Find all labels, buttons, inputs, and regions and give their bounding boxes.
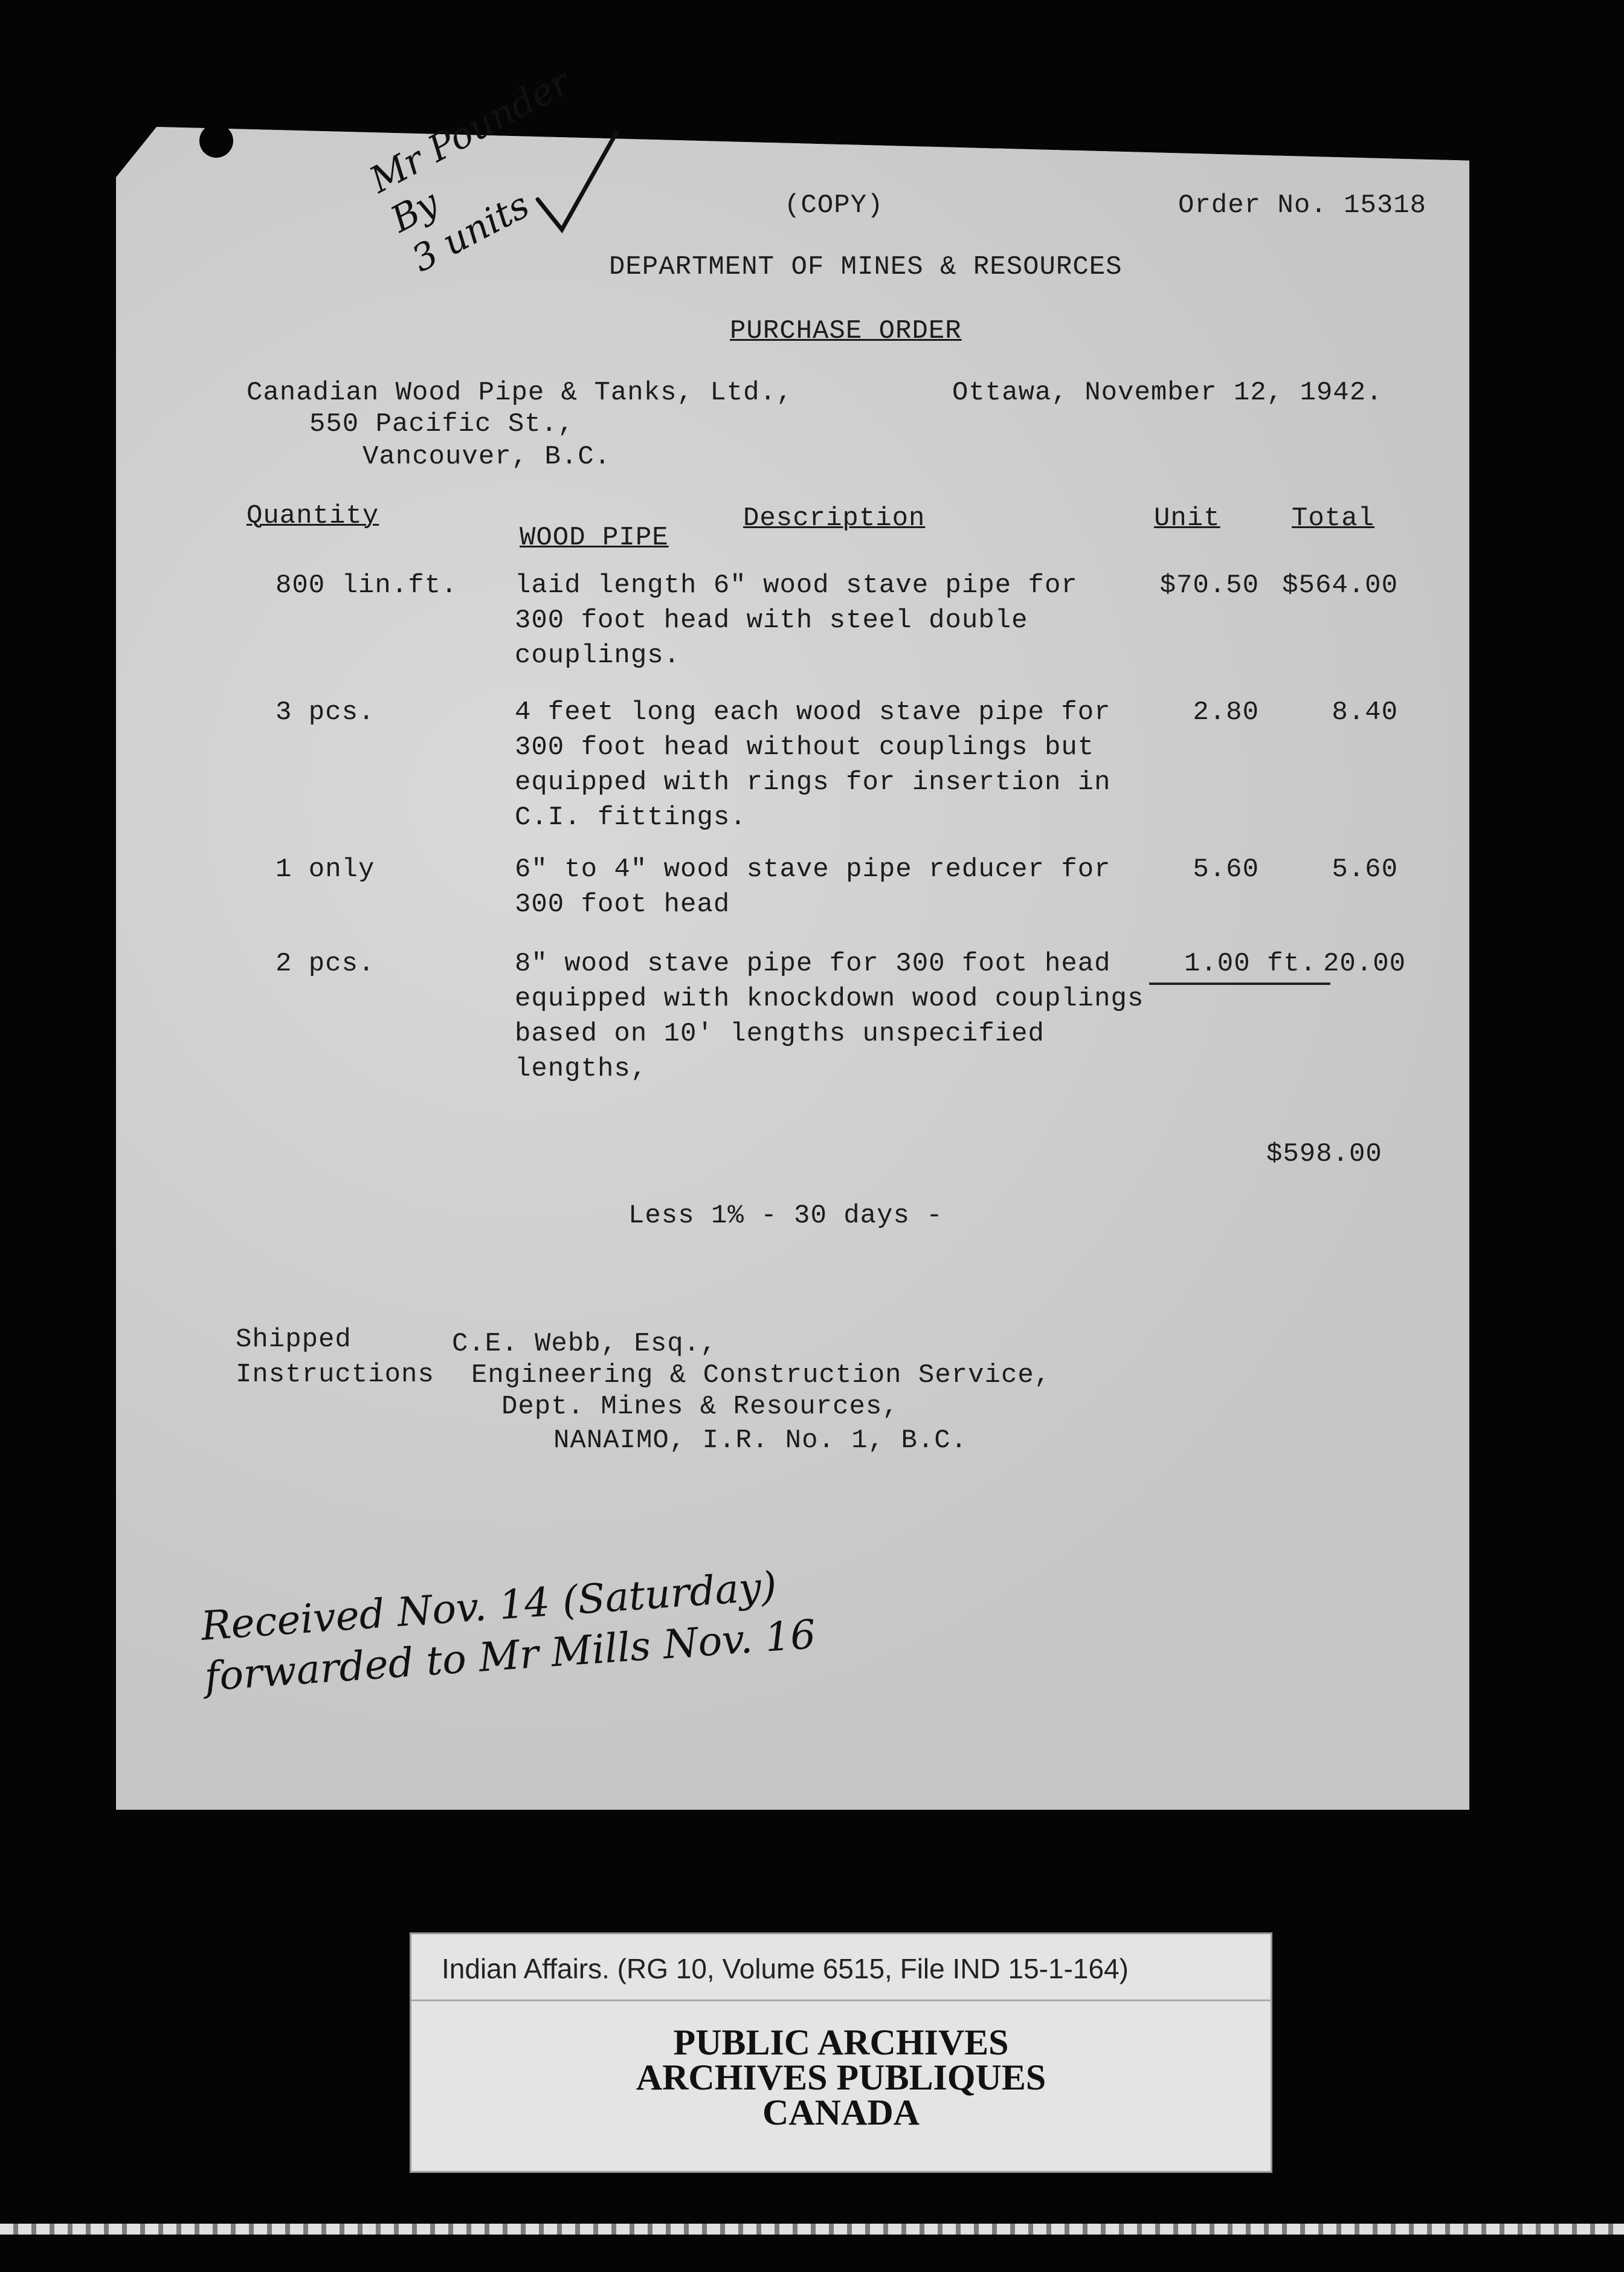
item-quantity: 800 lin.ft. [276,570,458,601]
item-description: laid length 6" wood stave pipe for 300 foot head with steel double couplings. [515,570,1078,671]
item-unit-price: $70.50 [1159,570,1259,601]
shipping-name: C.E. Webb, Esq., [452,1329,717,1359]
place-date: Ottawa, November 12, 1942. [952,378,1383,408]
column-quantity: Quantity [246,501,379,531]
grand-total: $598.00 [1266,1139,1382,1169]
item-quantity: 2 pcs. [276,949,375,979]
order-number: Order No. 15318 [1178,190,1427,221]
payment-terms: Less 1% - 30 days - [628,1201,943,1231]
company-city: Vancouver, B.C. [362,442,611,472]
column-wood-pipe: WOOD PIPE [520,523,669,553]
handwritten-top-note: Mr Pounder By 3 units [362,61,577,281]
shipping-service: Engineering & Construction Service, [471,1360,1051,1390]
company-name: Canadian Wood Pipe & Tanks, Ltd., [246,378,793,408]
item-quantity: 3 pcs. [276,697,375,728]
column-unit: Unit [1154,503,1220,534]
item-total: 20.00 [1323,949,1406,979]
label-divider [411,1999,1271,2001]
item-unit-price: 2.80 [1193,697,1259,728]
document-title: PURCHASE ORDER [730,316,962,346]
total-rule [1149,983,1330,985]
archive-reference: Indian Affairs. (RG 10, Volume 6515, File IND 15-1-164) [442,1953,1129,1984]
shipping-label: Shipped Instructions [236,1325,434,1390]
archive-line-3: CANADA [762,2093,920,2132]
column-description: Description [743,503,926,534]
item-unit-price: 5.60 [1193,854,1259,885]
department-title: DEPARTMENT OF MINES & RESOURCES [609,252,1123,282]
punch-hole [199,124,233,158]
handwritten-received-note: Received Nov. 14 (Saturday) forwarded to Mr Mills Nov. 16 [199,1563,817,1700]
archive-line-2: ARCHIVES PUBLIQUES [636,2057,1046,2097]
archive-line-1: PUBLIC ARCHIVES [673,2022,1009,2062]
check-mark-icon [526,127,622,248]
item-unit-price: 1.00 ft. [1184,949,1317,979]
shipping-dept: Dept. Mines & Resources, [501,1392,899,1422]
item-total: 8.40 [1332,697,1398,728]
item-description: 4 feet long each wood stave pipe for 300 foot head without couplings but equipped with rings for insertion in C.I. fittings. [515,697,1111,833]
company-street: 550 Pacific St., [309,409,575,439]
film-edge-strip [0,2224,1624,2235]
item-description: 8" wood stave pipe for 300 foot head equipped with knockdown wood couplings based on 10' lengths unspecified lengths, [515,949,1144,1084]
item-quantity: 1 only [276,854,375,885]
item-total: 5.60 [1332,854,1398,885]
shipping-location: NANAIMO, I.R. No. 1, B.C. [553,1425,968,1456]
column-total: Total [1292,503,1375,534]
copy-label: (COPY) [784,190,884,221]
item-total: $564.00 [1282,570,1398,601]
archive-label [410,1932,1272,2173]
item-description: 6" to 4" wood stave pipe reducer for 300 foot head [515,854,1111,920]
archive-stamp-block [411,2022,1271,2132]
